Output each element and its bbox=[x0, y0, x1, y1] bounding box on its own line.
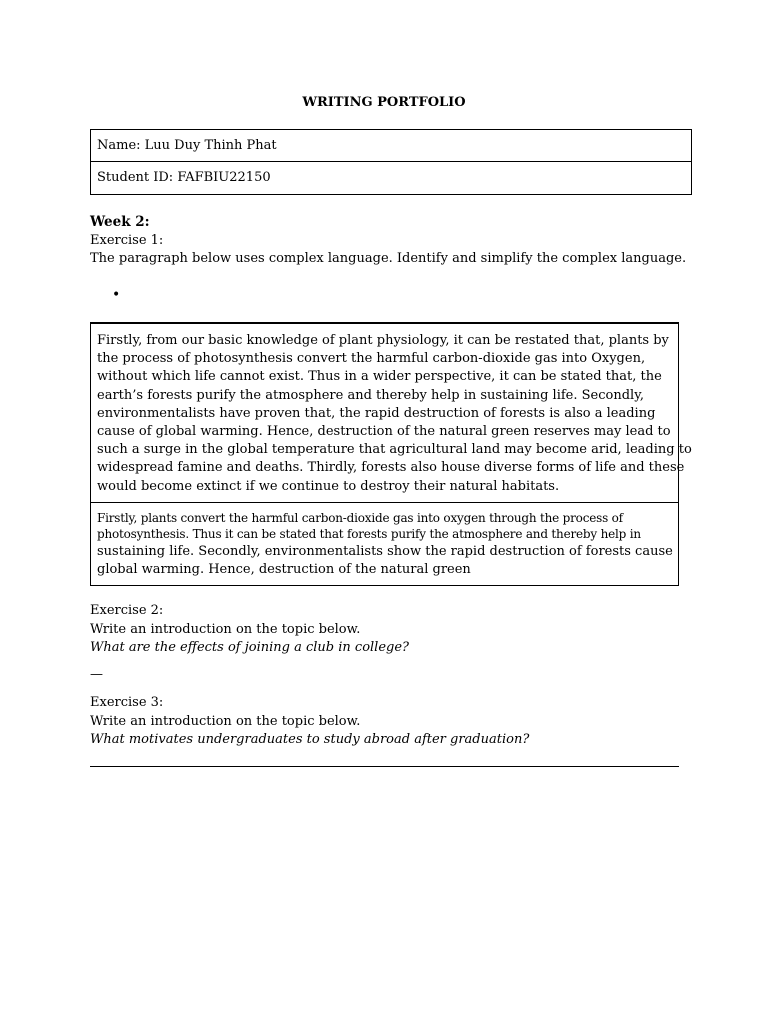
paragraph-line: photosynthesis. Thus it can be stated that forests purify the atmosphere and thereby help in bbox=[97, 527, 641, 542]
paragraph-line: earth’s forests purify the atmosphere and thereby help in sustaining life. Secondly, bbox=[97, 387, 644, 403]
paragraph-line: Firstly, plants convert the harmful carbon-dioxide gas into oxygen through the process of bbox=[97, 510, 623, 525]
paragraph-line: Firstly, from our basic knowledge of plant physiology, it can be restated that, plants by bbox=[97, 333, 669, 348]
paragraph-line: environmentalists have proven that, the rapid destruction of forests is also a leading bbox=[97, 405, 656, 421]
paragraph-line: widespread famine and deaths. Thirdly, forests also house diverse forms of life and these bbox=[97, 460, 685, 476]
exercise-2-section bbox=[90, 602, 409, 658]
exercise-2-topic: What are the effects of joining a club in college? bbox=[90, 640, 410, 655]
paragraph-line: global warming. Hence, destruction of the natural green bbox=[97, 562, 471, 578]
paragraph-line: cause of global warming. Hence, destruction of the natural green reserves may lead to bbox=[97, 424, 671, 440]
paragraph-line: sustaining life. Secondly, environmentalists show the rapid destruction of forests cause bbox=[97, 543, 673, 559]
exercise-2-dash: — bbox=[90, 667, 103, 682]
paragraph-table bbox=[90, 322, 692, 586]
simplified-paragraph bbox=[91, 503, 678, 585]
student-name-cell: Name: Luu Duy Thinh Phat bbox=[91, 130, 691, 162]
exercise-1-instruction: The paragraph below uses complex language. Identify and simplify the complex language. bbox=[90, 251, 687, 266]
exercise-2-instruction: Write an introduction on the topic below. bbox=[90, 621, 361, 637]
exercise-3-topic: What motivates undergraduates to study abroad after graduation? bbox=[90, 732, 530, 747]
week-section bbox=[90, 213, 686, 269]
exercise-3-instruction: Write an introduction on the topic below. bbox=[90, 713, 361, 729]
document-title: WRITING PORTFOLIO bbox=[302, 95, 466, 110]
exercise-2-heading: Exercise 2: bbox=[90, 603, 164, 618]
original-paragraph bbox=[91, 324, 692, 503]
paragraph-line: the process of photosynthesis convert the harmful carbon-dioxide gas into Oxygen, bbox=[97, 351, 646, 367]
student-id-cell: Student ID: FAFBIU22150 bbox=[97, 170, 271, 185]
student-info-table bbox=[90, 129, 692, 195]
answer-rule-line bbox=[90, 766, 679, 767]
empty-bullet: • bbox=[112, 287, 121, 303]
paragraph-line: would become extinct if we continue to destroy their natural habitats. bbox=[97, 478, 560, 494]
paragraph-line: without which life cannot exist. Thus in a wider perspective, it can be stated that, the bbox=[97, 369, 662, 385]
exercise-3-section bbox=[90, 694, 529, 750]
week-heading: Week 2: bbox=[90, 214, 150, 230]
paragraph-line: such a surge in the global temperature that agricultural land may become arid, leading to bbox=[97, 442, 692, 458]
exercise-1-heading: Exercise 1: bbox=[90, 232, 164, 248]
exercise-3-heading: Exercise 3: bbox=[90, 695, 164, 710]
